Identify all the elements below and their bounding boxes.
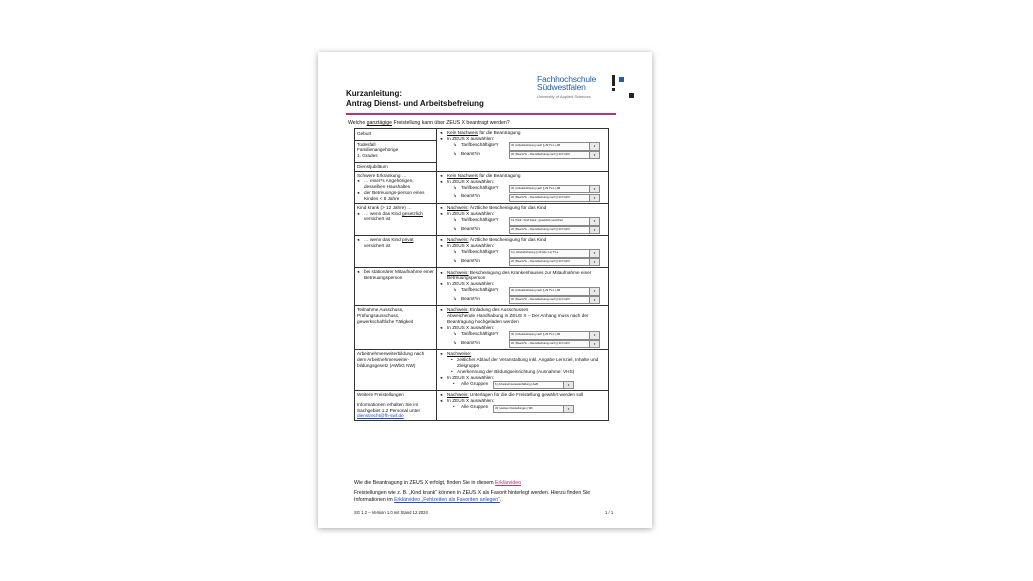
absence-type-select[interactable]	[509, 258, 600, 266]
speaker-icon: ◂	[357, 269, 360, 275]
instruction-cell	[437, 129, 609, 172]
instruction-cell	[437, 236, 609, 268]
zeus-selection	[439, 217, 606, 226]
speaker-icon: ◂	[440, 172, 443, 178]
speaker-icon: ◂	[440, 205, 443, 211]
pointer-icon: ↳	[453, 330, 457, 336]
table-row	[355, 203, 609, 235]
category-subitem: ◂ … einer*s Angehörigen, desselben Haushaltes	[357, 178, 414, 190]
proof-text: Unterlagen für die die Freistellung gewährt werden soll	[468, 392, 584, 398]
speaker-icon: ◂	[440, 307, 443, 313]
select-value: 6 | Arbeitnehmerweiterbildung | AwB	[495, 382, 539, 386]
speaker-icon: ◂	[440, 136, 443, 142]
pointer-icon: ↳	[453, 150, 457, 156]
category-label: Teilnahme Ausschuss, Prüfungsausschuss, gewerkschaftliche Tätigkeit	[357, 307, 414, 324]
speaker-icon: ◂	[440, 269, 443, 275]
category-subitem: ◂ … wenn das Kind privat versichert ist	[357, 237, 414, 248]
proof-label: Nachweis:	[447, 307, 469, 313]
proof-label: Kein Nachweis	[447, 172, 479, 178]
select-value: 20 | Beamt*in – Dienstbefreiung nach § 33 FrUrlV	[511, 227, 570, 231]
instruction-cell	[437, 268, 609, 306]
pointer-icon: ↳	[453, 184, 457, 190]
video-hint: Wie die Beantragung in ZEUS X erfolgt, finden Sie in diesem Erklärvideo	[354, 480, 521, 486]
zeus-selection	[439, 296, 606, 305]
zeus-instruction: ◂ In ZEUS X auswählen:	[440, 178, 495, 184]
bullet-icon: •	[451, 368, 453, 374]
proof-label: Nachweis:	[447, 205, 469, 211]
question: Welche ganztägige Freistellung kann über ZEUS X beantragt werden?	[348, 120, 510, 126]
group-label: Tarifbeschäftigte*r	[461, 249, 499, 255]
proof-line	[439, 173, 606, 179]
bullet-icon: •	[453, 404, 455, 410]
favorites-hint: Freistellungen wie z. B. „Kind krank“ können in ZEUS X als Favorit hinterlegt werden. Hierzu finden Sie Informationen im Erklärvideo „Fehlzeiten als Favoriten anlegen“.	[354, 490, 591, 503]
speaker-icon: ◂	[440, 281, 443, 287]
category-cell	[355, 236, 437, 268]
group-label: Alle Gruppen	[461, 380, 489, 386]
table-row	[355, 350, 609, 391]
absence-type-select[interactable]	[509, 340, 600, 348]
proof-note: Abweichende Handhabung in ZEUS X – Der Anhang muss nach der Beantragung hochgeladen werden	[447, 313, 589, 325]
select-value: 20 | Beamt*in – Dienstbefreiung nach § 33 FrUrlV	[511, 297, 570, 301]
absence-type-select[interactable]	[493, 405, 574, 413]
erklaervideo-link[interactable]: Erklärvideo	[495, 480, 521, 486]
chevron-down-icon[interactable]: ▾	[563, 382, 573, 388]
group-label: Beamt*in	[461, 193, 481, 199]
zeus-instruction: ◂ In ZEUS X auswählen:	[440, 281, 495, 287]
table-row	[355, 171, 609, 203]
speaker-icon: ◂	[357, 237, 360, 243]
speaker-icon: ◂	[440, 243, 443, 249]
category-cell	[355, 171, 437, 203]
absence-type-select[interactable]	[509, 217, 600, 225]
zeus-selection	[439, 340, 606, 349]
speaker-icon: ◂	[357, 189, 360, 195]
proof-line	[439, 307, 606, 313]
group-label: Beamt*in	[461, 150, 481, 156]
zeus-instruction: ◂ In ZEUS X auswählen:	[440, 325, 495, 331]
group-label: Tarifbeschäftigte*r	[461, 216, 499, 222]
chevron-down-icon[interactable]: ▾	[589, 297, 599, 303]
proof-label: Nachweis:	[447, 269, 469, 275]
select-value: 11 | Arbeitsbefreiung § 29 Abs 1 e) TV-L	[511, 251, 559, 255]
proof-line	[439, 270, 606, 281]
group-label: Beamt*in	[461, 257, 481, 263]
absence-type-select[interactable]	[509, 226, 600, 234]
proof-text: Ärztliche Bescheinigung für das Kind	[468, 205, 547, 211]
instruction-cell	[437, 350, 609, 391]
zeus-selection	[439, 185, 606, 194]
chevron-down-icon[interactable]: ▾	[589, 186, 599, 192]
category-cell	[355, 203, 437, 235]
chevron-down-icon[interactable]: ▾	[589, 218, 599, 224]
category-subitem: ◂ bei stationärer Mitaufnahme einer Betreuungsperson	[357, 269, 434, 281]
proof-line	[439, 351, 606, 357]
absence-type-select[interactable]	[509, 194, 600, 202]
favoriten-video-link[interactable]: Erklärvideo „Fehlzeiten als Favoriten anlegen“	[394, 496, 500, 503]
instruction-cell	[437, 171, 609, 203]
pointer-icon: ↳	[453, 295, 457, 301]
absence-type-select[interactable]	[509, 331, 600, 339]
proof-line	[439, 205, 606, 211]
group-label: Tarifbeschäftigte*r	[461, 287, 499, 293]
absence-type-select[interactable]	[509, 151, 600, 159]
title-divider	[346, 113, 616, 115]
chevron-down-icon[interactable]: ▾	[589, 143, 599, 149]
group-label: Tarifbeschäftigte*r	[461, 330, 499, 336]
zeus-selection	[439, 193, 606, 202]
speaker-icon: ◂	[440, 178, 443, 184]
zeus-selection	[439, 258, 606, 267]
select-value: 33 | weitere Freistellungen | WF	[495, 406, 533, 410]
speaker-icon: ◂	[440, 398, 443, 404]
proof-text: Ärztliche Bescheinigung für das Kind	[468, 237, 547, 243]
zeus-instruction: ◂ In ZEUS X auswählen:	[440, 136, 495, 142]
zeus-instruction: ◂ In ZEUS X auswählen:	[440, 211, 495, 216]
zeus-selection	[439, 226, 606, 235]
chevron-down-icon[interactable]: ▾	[589, 152, 599, 158]
bullet-icon: •	[453, 380, 455, 386]
category-label: Schwere Erkrankung …	[357, 172, 407, 178]
category-label: Informationen erhalten Sie im Sachgebiet 1.2 Personal unter dienstrecht@fh-swf.de	[357, 401, 421, 419]
pointer-icon: ↳	[453, 287, 457, 293]
category-cell	[355, 129, 437, 172]
speaker-icon: ◂	[440, 392, 443, 398]
pointer-icon: ↳	[453, 193, 457, 199]
select-value: 20 | Beamt*in – Dienstbefreiung nach § 33 FrUrlV	[511, 341, 570, 345]
category-label: Dienstjubiläum	[357, 163, 388, 169]
zeus-selection	[439, 142, 606, 151]
category-label: Kind krank (> 12 Jahre) …	[357, 204, 412, 210]
zeus-instruction: ◂ In ZEUS X auswählen:	[440, 374, 495, 380]
pointer-icon: ↳	[453, 257, 457, 263]
logo-mark	[612, 75, 615, 86]
chevron-down-icon[interactable]: ▾	[589, 259, 599, 265]
absence-type-select[interactable]	[509, 185, 600, 193]
zeus-selection	[439, 151, 606, 160]
proof-line	[439, 392, 606, 398]
proof-label: Nachweis:	[447, 237, 469, 243]
select-value: 20 | Beamt*in – Dienstbefreiung nach § 33 FrUrlV	[511, 195, 570, 199]
document-page	[318, 52, 652, 528]
select-value: 30 | Arbeitsbefreiung nach § 29 TV-L | AB	[511, 289, 561, 293]
chevron-down-icon[interactable]: ▾	[589, 195, 599, 201]
zeus-instruction: ◂ In ZEUS X auswählen:	[440, 243, 495, 249]
pointer-icon: ↳	[453, 216, 457, 222]
zeus-selection	[439, 404, 606, 413]
select-value: 20 | Beamt*in – Dienstbefreiung nach § 33 FrUrlV	[511, 152, 570, 156]
speaker-icon: ◂	[440, 325, 443, 331]
zeus-selection	[439, 287, 606, 296]
table-row	[355, 268, 609, 306]
bullet-icon: •	[451, 357, 453, 363]
group-label: Beamt*in	[461, 225, 481, 231]
category-cell	[355, 350, 437, 391]
select-value: 30 | Arbeitsbefreiung nach § 29 TV-L | AB	[511, 144, 561, 148]
pointer-icon: ↳	[453, 339, 457, 345]
absence-type-select[interactable]	[493, 381, 574, 389]
proof-label: Kein Nachweis	[447, 130, 479, 136]
instruction-cell	[437, 203, 609, 235]
speaker-icon: ◂	[440, 211, 443, 216]
proof-text: für die Beantragung	[478, 172, 521, 178]
zeus-selection	[439, 249, 606, 258]
pointer-icon: ↳	[453, 249, 457, 255]
zeus-selection	[439, 331, 606, 340]
select-value: 19 | Tarif - Kind krank - gesetzlich versichert	[511, 219, 564, 223]
group-label: Beamt*in	[461, 295, 481, 301]
select-value: 30 | Arbeitsbefreiung nach § 29 TV-L | AB	[511, 333, 561, 337]
proof-line	[439, 237, 606, 243]
zeus-selection	[439, 381, 606, 390]
proof-text: Bescheinigung des Krankenhauses zur Mitaufnahme einer Betreuungsperson	[447, 269, 592, 281]
requirement-item: • Anerkennung der Bildungseinrichtung (Ausnahme: VHS)	[451, 368, 575, 374]
table-row	[355, 129, 609, 172]
category-label: Arbeitnehmerweiterbildung nach dem Arbeitnehmerweiter-bildungsgesetz (AWbG NW)	[357, 351, 425, 368]
category-cell	[355, 306, 437, 350]
category-label: Geburt	[355, 130, 436, 141]
proof-text: für die Beantragung	[478, 130, 521, 136]
pointer-icon: ↳	[453, 142, 457, 148]
table-row	[355, 391, 609, 421]
table-row	[355, 236, 609, 268]
page-number: 1 / 1	[605, 510, 614, 515]
freistellung-table	[354, 128, 609, 421]
category-subitem: ◂ der Betreuungs-person eines Kindes < 8 Jahre	[357, 189, 425, 201]
absence-type-select[interactable]	[509, 287, 600, 295]
table-row	[355, 306, 609, 350]
email-link[interactable]: dienstrecht@fh-swf.de	[357, 413, 404, 419]
speaker-icon: ◂	[440, 130, 443, 136]
proof-label: Nachweise:	[447, 351, 472, 357]
group-label: Beamt*in	[461, 339, 481, 345]
page-title: Kurzanleitung: Antrag Dienst- und Arbeitsbefreiung	[346, 89, 484, 108]
group-label: Tarifbeschäftigte*r	[461, 142, 499, 148]
instruction-cell	[437, 306, 609, 350]
version-info: SG 1.2 – Version 1.0 mit Stand 12.2024	[354, 510, 428, 515]
chevron-down-icon[interactable]: ▾	[589, 250, 599, 256]
speaker-icon: ◂	[357, 178, 360, 184]
chevron-down-icon[interactable]: ▾	[589, 227, 599, 233]
group-label: Tarifbeschäftigte*r	[461, 184, 499, 190]
chevron-down-icon[interactable]: ▾	[589, 341, 599, 347]
proof-text: Einladung des Ausschusses	[468, 307, 529, 313]
category-cell	[355, 268, 437, 306]
absence-type-select[interactable]	[509, 296, 600, 304]
speaker-icon: ◂	[440, 374, 443, 380]
zeus-instruction: ◂ In ZEUS X auswählen:	[440, 398, 495, 404]
group-label: Alle Gruppen	[461, 404, 489, 410]
instruction-cell	[437, 391, 609, 421]
chevron-down-icon[interactable]: ▾	[589, 288, 599, 294]
requirement-item: • zeitlicher Ablauf der Veranstaltung inkl. Angabe Lernziel, Inhalte und Zielgruppe	[451, 357, 599, 368]
logo: Fachhochschule Südwestfalen University of Applied Sciences	[537, 75, 635, 105]
category-subitem: ◂ … wenn das Kind gesetzlich versichert ist	[357, 210, 423, 222]
speaker-icon: ◂	[440, 351, 443, 357]
pointer-icon: ↳	[453, 225, 457, 231]
category-label: Weitere Freistellungen	[357, 392, 404, 398]
proof-label: Nachweis:	[447, 392, 469, 398]
select-value: 30 | Arbeitsbefreiung nach § 29 TV-L | AB	[511, 187, 561, 190]
speaker-icon: ◂	[440, 237, 443, 243]
category-cell	[355, 391, 437, 421]
proof-line	[439, 130, 606, 136]
speaker-icon: ◂	[357, 210, 360, 216]
category-label: Todesfall Familienangehörige 1. Grades	[355, 141, 436, 163]
select-value: 20 | Beamt*in – Dienstbefreiung nach § 33 FrUrlV	[511, 260, 570, 264]
chevron-down-icon[interactable]: ▾	[563, 406, 573, 412]
absence-type-select[interactable]	[509, 142, 600, 150]
absence-type-select[interactable]	[509, 249, 600, 257]
chevron-down-icon[interactable]: ▾	[589, 332, 599, 338]
